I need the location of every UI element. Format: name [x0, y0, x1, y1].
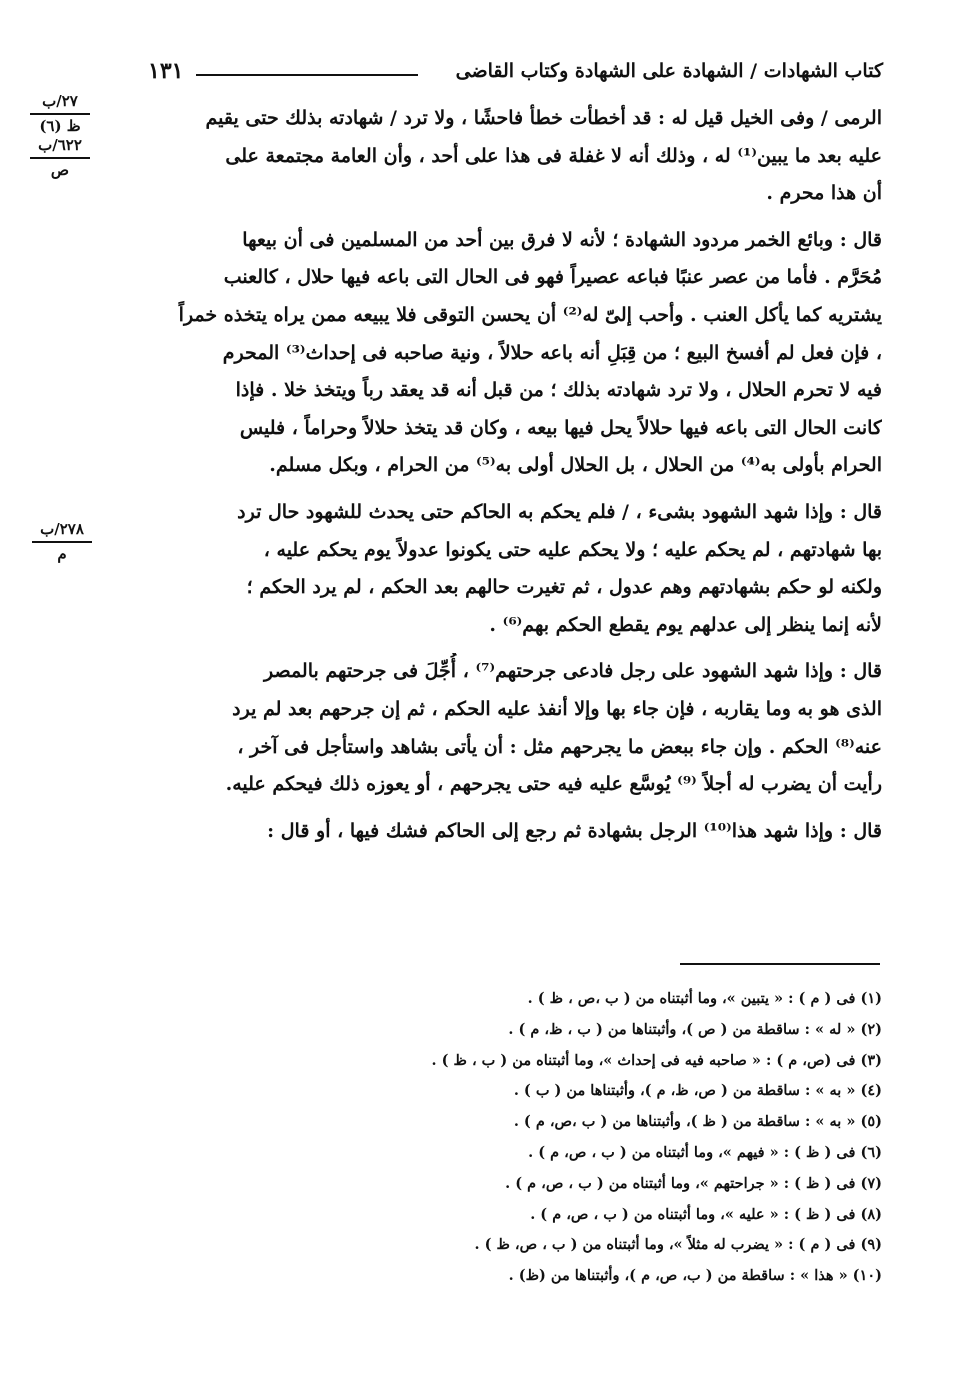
text-line: لأنه إنما ينظر إلى عدلهم يوم يقطع الحكم بهم⁽⁶⁾ .: [489, 613, 882, 636]
footnote: (٩) فى ( م ) : « يضرب له مثلاً »، وما أثبتناه من ( ب ، ص، ظ ) .: [474, 1236, 882, 1254]
text-line: بها شهادتهم ، لم يحكم عليه ؛ ولا يحكم عليه حتى يكونوا عدولاً يوم يحكم عليه ،: [263, 538, 882, 561]
footnote: (٢) « له » : ساقطة من ( ص )، وأثبتناها من ( ب ، ظ، م ) .: [508, 1020, 882, 1038]
footnote: (٧) فى ( ظ ) : « جراحتهم »، وما أثبتناه من ( ب ، ص، م ) .: [505, 1174, 882, 1192]
footnote: (١٠) « هذا » : ساقطة من ( ب، ص، م )، وأثبتناها من (ظ) .: [508, 1267, 882, 1285]
text-line: [138, 494, 882, 532]
text-line: مُحَرَّم . فأما من عصر عنبًا فباعه عصيراً فهو فى الحال التى باعه فيها حلال ، كالعنب: [223, 266, 882, 289]
margin-ref: ٦٢٢/ب: [38, 136, 82, 154]
text-line: رأيت أن يضرب له أجلاً ⁽⁹⁾ يُوسَّع عليه فيه حتى يجرحهم ، أو يعوزه ذلك فيحكم عليه.: [225, 773, 882, 796]
qal-marker: قال :: [839, 819, 882, 842]
margin-refs-mid: [22, 520, 102, 564]
text-run: وإذا شهد الشهود بشىء ، / فلم يحكم به الحاكم حتى يحدث للشهود حال ترد: [237, 500, 840, 523]
footnote: (٨) فى ( ظ ) : « عليه »، وما أثبتناه من ( ب ، ص، م ) .: [530, 1205, 882, 1223]
footnote: (٤) « به » : ساقطة من ( ص، ظ، م )، وأثبتناها من ( ب ) .: [513, 1082, 882, 1100]
text-line: ، فإن فعل لم أفسخ البيع ؛ من قِبَلِ أنه باعه حلالاً ، ونية صاحبه فى إحداث⁽³⁾ المحرم: [222, 341, 882, 364]
margin-rule: [30, 157, 90, 159]
margin-ref: م: [57, 545, 67, 563]
footnote: (١) فى ( م ) : « يتبين »، وما أثبتناه من ( ب ،ص ، ظ ) .: [527, 990, 882, 1007]
paragraph: [138, 222, 882, 485]
text-run: وإذا شهد هذا⁽¹⁰⁾ الرجل بشهادة ثم رجع إلى الحاكم فشك فيها ، أو قال :: [267, 819, 840, 842]
paragraph: [138, 653, 882, 803]
footnote-rule: [680, 963, 880, 965]
paragraph: [138, 813, 882, 851]
text-line: الحرام بأولى به⁽⁴⁾ من الحلال ، بل الحلال أولى به⁽⁵⁾ من الحرام ، وبكل مسلم.: [269, 454, 882, 477]
main-text: [138, 100, 882, 850]
qal-marker: قال :: [839, 500, 882, 523]
text-line: الرمى / وفى الخيل قيل له : قد أخطأت خطأ فاحشًا ، ولا ترد / شهادته بذلك حتى يقيم: [205, 107, 882, 129]
text-run: وإذا شهد الشهود على رجل فادعى جرحتهم⁽⁷⁾ ، أُجِّلَ فى جرحتهم بالمصر: [263, 660, 840, 683]
text-line: عنه⁽⁸⁾ الحكم . وإن جاء ببعض ما يجرحهم مثل : أن يأتى بشاهد واستأجل فى آخر ،: [237, 735, 882, 758]
page-number: ١٣١: [148, 58, 184, 84]
paragraph: [138, 100, 882, 213]
text-line: فيه لا تحرم الحلال ، ولا ترد شهادته بذلك ؛ من قبل أنه قد يعقد رباً ويتخذ خلا . فإذا: [235, 379, 882, 402]
header-rule: [196, 74, 418, 76]
footnote: (٦) فى ( ظ ) : « فيهم »، وما أثبتناه من ( ب ، ص، م ) .: [528, 1143, 882, 1161]
header-title: كتاب الشهادات / الشهادة على الشهادة وكتاب القاضى: [455, 60, 883, 82]
text-line: أن هذا محرم .: [766, 182, 882, 205]
footnotes: [122, 984, 882, 1292]
text-line: [138, 222, 882, 260]
text-line: كانت الحال التى باعه فيها حلالاً يحل فيها بيعه ، وكان قد يتخذ حلالاً وحراماً ، فليس: [239, 416, 882, 439]
margin-ref: ص: [50, 161, 70, 179]
margin-rule: [30, 113, 90, 115]
running-header: [148, 58, 883, 92]
text-run: وبائع الخمر مردود الشهادة ؛ لأنه لا فرق بين أحد من المسلمين فى أن بيعها: [242, 228, 840, 251]
text-line: [138, 653, 882, 691]
qal-marker: قال :: [839, 228, 882, 251]
margin-refs-top: [20, 92, 100, 180]
text-line: ولكنه لو حكم بشهادتهم وهم عدول ، ثم تغيرت حالهم بعد الحكم ، لم يرد الحكم ؛: [246, 576, 882, 599]
text-line: الذى هو به وما يقاربه ، فإن جاء بها وإلا أنفذ عليه الحكم ، ثم إن جرحهم بعد لم يرد: [232, 697, 882, 720]
margin-ref: ٢٧٨/ب: [40, 520, 84, 538]
margin-rule: [32, 541, 92, 543]
paragraph: [138, 494, 882, 644]
text-line: [138, 813, 882, 851]
text-line: يشتريه كما يأكل العنب . وأحب إلىّ له⁽²⁾ أن يحسن التوقى فلا يبيعه ممن يراه يتخذه خمراً: [178, 303, 882, 326]
margin-ref: ٢٧/ب: [42, 92, 78, 110]
qal-marker: قال :: [839, 660, 882, 683]
footnote: (٣) فى (ص، م ) : « صاحبه فيه فى إحداث »، وما أثبتناه من ( ب ، ظ ) .: [431, 1051, 882, 1069]
footnote: (٥) « به » : ساقطة من ( ظ )، وأثبتناها من ( ب ،ص، م ) .: [513, 1113, 882, 1131]
margin-ref: ظ (٦): [39, 117, 81, 135]
text-line: عليه بعد ما يبين⁽¹⁾ له ، وذلك أنه لا غفلة فى هذا على أحد ، وأن العامة مجتمعة على: [225, 144, 882, 167]
